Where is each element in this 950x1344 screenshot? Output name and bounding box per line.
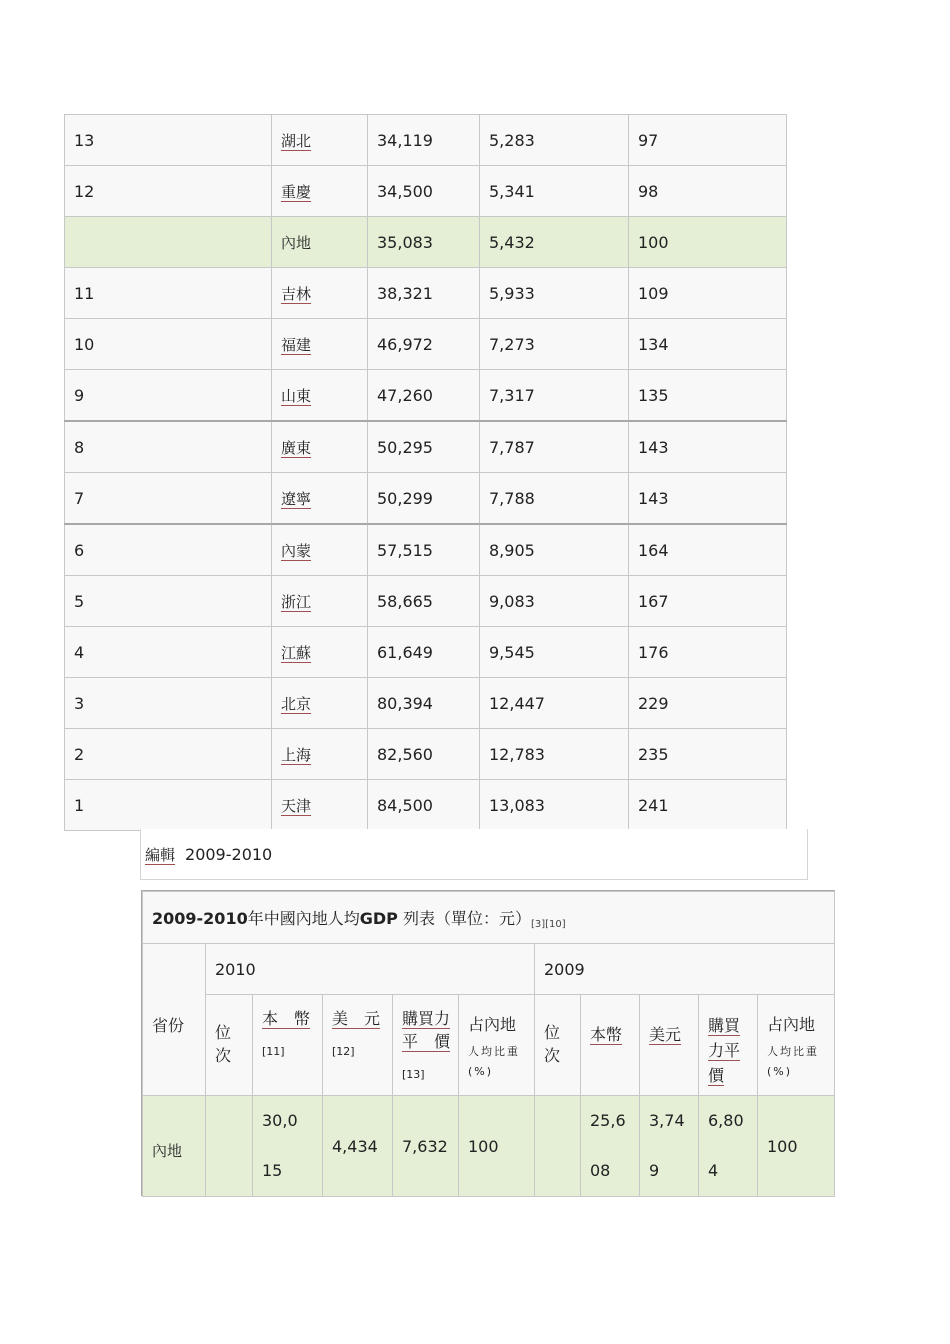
gdp-ranking-table xyxy=(64,114,787,831)
usd-cell: 7,317 xyxy=(480,370,629,422)
table-row xyxy=(65,780,787,831)
region-link[interactable]: 內蒙 xyxy=(281,541,312,560)
index-cell: 143 xyxy=(629,421,787,473)
rank-cell xyxy=(65,217,272,268)
rmb-cell: 50,295 xyxy=(368,421,480,473)
index-cell: 241 xyxy=(629,780,787,831)
share-2009-cell: 100 xyxy=(758,1096,835,1197)
share-2010-header: 占內地 人均比重(%) xyxy=(459,995,535,1096)
rank-cell: 10 xyxy=(65,319,272,370)
usd-cell: 7,788 xyxy=(480,473,629,525)
region-link[interactable]: 天津 xyxy=(281,796,312,815)
rmb-cell: 47,260 xyxy=(368,370,480,422)
table-row xyxy=(65,627,787,678)
region-cell xyxy=(272,473,368,525)
table-row xyxy=(65,678,787,729)
gdp-per-capita-table xyxy=(142,891,835,1197)
rmb-cell: 46,972 xyxy=(368,319,480,370)
region-cell xyxy=(272,576,368,627)
region-cell xyxy=(272,780,368,831)
share-2009-header: 占內地 人均比重(%) xyxy=(758,995,835,1096)
region-link[interactable]: 江蘇 xyxy=(281,643,312,662)
index-cell: 143 xyxy=(629,473,787,525)
table-row xyxy=(65,115,787,166)
index-cell: 100 xyxy=(629,217,787,268)
rank-cell: 11 xyxy=(65,268,272,319)
rmb-cell: 58,665 xyxy=(368,576,480,627)
local-2009-cell: 25,608 xyxy=(581,1096,640,1197)
region-link[interactable]: 福建 xyxy=(281,335,312,354)
index-cell: 109 xyxy=(629,268,787,319)
index-cell: 135 xyxy=(629,370,787,422)
table-row xyxy=(65,217,787,268)
rank-cell: 8 xyxy=(65,421,272,473)
table-row xyxy=(65,576,787,627)
rank-cell: 6 xyxy=(65,524,272,576)
section-edit-bar xyxy=(140,829,808,880)
ppp-2010-header: 購買力平 價 [13] xyxy=(393,995,459,1096)
usd-cell: 5,283 xyxy=(480,115,629,166)
rmb-cell: 34,119 xyxy=(368,115,480,166)
local-2009-header: 本幣 xyxy=(581,995,640,1096)
rank-cell: 12 xyxy=(65,166,272,217)
region-link[interactable]: 湖北 xyxy=(281,131,312,150)
rmb-cell: 38,321 xyxy=(368,268,480,319)
region-link[interactable]: 吉林 xyxy=(281,284,312,303)
rank-cell: 7 xyxy=(65,473,272,525)
region-cell xyxy=(272,115,368,166)
region-link[interactable]: 重慶 xyxy=(281,182,312,201)
table-caption: 2009-2010年中國內地人均GDP 列表（單位：元）$_{[3][10]}$ xyxy=(143,892,835,944)
section-heading: 2009-2010 xyxy=(185,845,273,864)
table-row xyxy=(65,370,787,422)
rank-2010-cell xyxy=(206,1096,253,1197)
region-link[interactable]: 山東 xyxy=(281,386,312,405)
caption-refs[interactable]: [3][10] xyxy=(530,918,566,930)
rmb-cell: 57,515 xyxy=(368,524,480,576)
table-row xyxy=(65,166,787,217)
province-cell: 內地 xyxy=(143,1096,206,1197)
rank-2009-cell xyxy=(535,1096,581,1197)
usd-cell: 8,905 xyxy=(480,524,629,576)
table-row xyxy=(65,319,787,370)
index-cell: 235 xyxy=(629,729,787,780)
rmb-cell: 50,299 xyxy=(368,473,480,525)
region-cell xyxy=(272,166,368,217)
table-row xyxy=(143,1096,835,1197)
region-cell: 內地 xyxy=(272,217,368,268)
table-row xyxy=(65,421,787,473)
share-2010-cell: 100 xyxy=(459,1096,535,1197)
rank-cell: 2 xyxy=(65,729,272,780)
rank-cell: 5 xyxy=(65,576,272,627)
usd-cell: 13,083 xyxy=(480,780,629,831)
year-2010-header: 2010 xyxy=(206,944,535,995)
table-row xyxy=(65,524,787,576)
rank-cell: 9 xyxy=(65,370,272,422)
year-2009-header: 2009 xyxy=(535,944,835,995)
rmb-cell: 84,500 xyxy=(368,780,480,831)
rmb-cell: 80,394 xyxy=(368,678,480,729)
usd-cell: 12,447 xyxy=(480,678,629,729)
usd-2010-cell: 4,434 xyxy=(323,1096,393,1197)
region-link[interactable]: 浙江 xyxy=(281,592,312,611)
rank-2010-header: 位次 xyxy=(206,995,253,1096)
region-cell xyxy=(272,729,368,780)
usd-cell: 5,432 xyxy=(480,217,629,268)
region-cell xyxy=(272,319,368,370)
index-cell: 97 xyxy=(629,115,787,166)
ranking-table-body xyxy=(65,115,787,831)
rank-cell: 3 xyxy=(65,678,272,729)
rank-cell: 4 xyxy=(65,627,272,678)
rank-2009-header: 位次 xyxy=(535,995,581,1096)
region-link[interactable]: 遼寧 xyxy=(281,489,312,508)
region-cell xyxy=(272,678,368,729)
table-row xyxy=(65,268,787,319)
table-row xyxy=(65,473,787,525)
region-cell xyxy=(272,268,368,319)
usd-cell: 9,083 xyxy=(480,576,629,627)
ppp-2009-cell: 6,804 xyxy=(699,1096,758,1197)
region-link[interactable]: 北京 xyxy=(281,694,312,713)
usd-cell: 5,341 xyxy=(480,166,629,217)
region-cell xyxy=(272,370,368,422)
index-cell: 229 xyxy=(629,678,787,729)
ppp-2010-cell: 7,632 xyxy=(393,1096,459,1197)
usd-2009-header: 美元 xyxy=(640,995,699,1096)
rmb-cell: 35,083 xyxy=(368,217,480,268)
usd-cell: 7,273 xyxy=(480,319,629,370)
edit-link[interactable]: 編輯 xyxy=(145,846,176,864)
region-link[interactable]: 上海 xyxy=(281,745,312,764)
region-cell xyxy=(272,524,368,576)
region-cell xyxy=(272,627,368,678)
index-cell: 167 xyxy=(629,576,787,627)
index-cell: 98 xyxy=(629,166,787,217)
usd-cell: 12,783 xyxy=(480,729,629,780)
usd-2009-cell: 3,749 xyxy=(640,1096,699,1197)
local-2010-cell: 30,015 xyxy=(253,1096,323,1197)
rank-cell: 13 xyxy=(65,115,272,166)
region-link[interactable]: 廣東 xyxy=(281,438,312,457)
region-cell xyxy=(272,421,368,473)
usd-cell: 9,545 xyxy=(480,627,629,678)
rmb-cell: 82,560 xyxy=(368,729,480,780)
table-row xyxy=(65,729,787,780)
province-header: 省份 xyxy=(143,944,206,1096)
local-2010-header: 本 幣 [11] xyxy=(253,995,323,1096)
index-cell: 176 xyxy=(629,627,787,678)
rank-cell: 1 xyxy=(65,780,272,831)
gdp-table-frame xyxy=(141,890,835,1196)
rmb-cell: 61,649 xyxy=(368,627,480,678)
usd-cell: 5,933 xyxy=(480,268,629,319)
rmb-cell: 34,500 xyxy=(368,166,480,217)
ppp-2009-header: 購買力平價 xyxy=(699,995,758,1096)
index-cell: 164 xyxy=(629,524,787,576)
usd-2010-header: 美 元 [12] xyxy=(323,995,393,1096)
index-cell: 134 xyxy=(629,319,787,370)
usd-cell: 7,787 xyxy=(480,421,629,473)
